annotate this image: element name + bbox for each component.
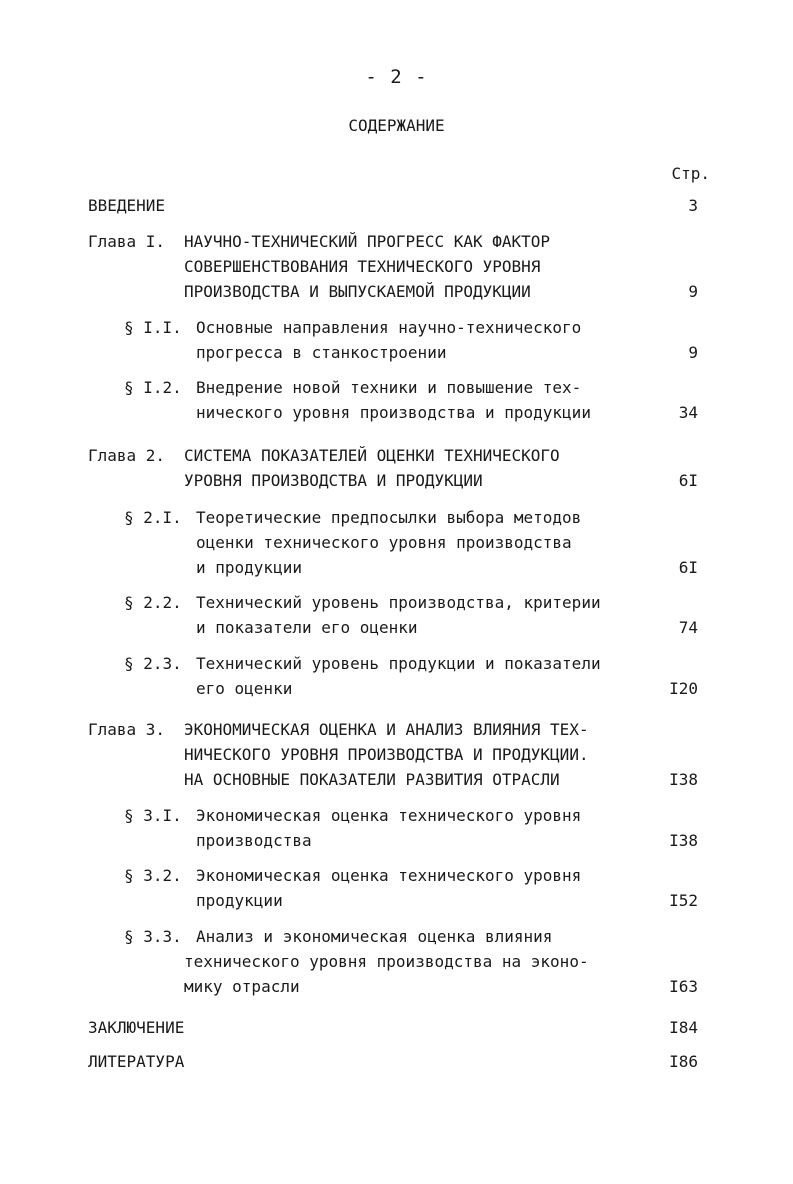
section-3-2-line-1: Экономическая оценка технического уровня [196,866,582,885]
section-3-1-page: I38 [669,831,698,850]
section-3-3-line-1: Анализ и экономическая оценка влияния [196,927,553,946]
section-3-3-page: I63 [669,977,698,996]
chapter-1-line-1: НАУЧНО-ТЕХНИЧЕСКИЙ ПРОГРЕСС КАК ФАКТОР [184,232,551,251]
toc-title: СОДЕРЖАНИЕ [348,116,445,135]
section-3-3-line-3: мику отрасли [184,977,300,996]
section-1-1-line-1: Основные направления научно-технического [196,318,582,337]
section-1-1-line-2: прогресса в станкостроении [196,343,447,362]
chapter-3-label: Глава 3. [88,720,166,739]
page-number: - 2 - [365,66,428,88]
section-2-2-line-1: Технический уровень производства, критерии [196,593,601,612]
chapter-3-line-3: НА ОСНОВНЫЕ ПОКАЗАТЕЛИ РАЗВИТИЯ ОТРАСЛИ [184,770,560,789]
section-3-2-line-2: продукции [196,891,283,910]
toc-entry-conclusion-page: I84 [669,1018,698,1037]
chapter-3-page: I38 [669,770,698,789]
section-3-3-line-2: технического уровня производства на эконо- [184,952,589,971]
toc-entry-intro-title: ВВЕДЕНИЕ [88,196,166,215]
chapter-2-line-1: СИСТЕМА ПОКАЗАТЕЛЕЙ ОЦЕНКИ ТЕХНИЧЕСКОГО [184,446,560,465]
section-2-3-label: § 2.3. [124,654,182,673]
chapter-1-page: 9 [688,282,698,301]
page-column-header: Стр. [671,164,710,183]
section-2-2-page: 74 [678,618,698,637]
chapter-1-line-2: СОВЕРШЕНСТВОВАНИЯ ТЕХНИЧЕСКОГО УРОВНЯ [184,257,541,276]
section-2-1-label: § 2.I. [124,508,182,527]
section-2-3-line-1: Технический уровень продукции и показатели [196,654,601,673]
section-3-1-line-2: производства [196,831,312,850]
section-3-1-line-1: Экономическая оценка технического уровня [196,806,582,825]
chapter-1-label: Глава I. [88,232,166,251]
section-2-3-line-2: его оценки [196,679,293,698]
section-1-1-page: 9 [688,343,698,362]
toc-entry-literature-page: I86 [669,1052,698,1071]
section-3-1-label: § 3.I. [124,806,182,825]
section-1-1-label: § I.I. [124,318,182,337]
section-2-1-line-2: оценки технического уровня производства [196,533,572,552]
section-2-3-page: I20 [669,679,698,698]
section-3-3-label: § 3.3. [124,927,182,946]
toc-entry-conclusion-title: ЗАКЛЮЧЕНИЕ [88,1018,185,1037]
section-2-1-page: 6I [678,558,698,577]
section-1-2-page: 34 [678,403,698,422]
chapter-1-line-3: ПРОИЗВОДСТВА И ВЫПУСКАЕМОЙ ПРОДУКЦИИ [184,282,531,301]
chapter-2-line-2: УРОВНЯ ПРОИЗВОДСТВА И ПРОДУКЦИИ [184,471,483,490]
chapter-3-line-1: ЭКОНОМИЧЕСКАЯ ОЦЕНКА И АНАЛИЗ ВЛИЯНИЯ ТЕХ- [184,720,589,739]
section-1-2-line-2: нического уровня производства и продукции [196,403,591,422]
section-2-1-line-3: и продукции [196,558,302,577]
toc-entry-intro-page: 3 [688,196,698,215]
section-3-2-label: § 3.2. [124,866,182,885]
section-2-2-label: § 2.2. [124,593,182,612]
chapter-3-line-2: НИЧЕСКОГО УРОВНЯ ПРОИЗВОДСТВА И ПРОДУКЦИИ. [184,745,589,764]
section-3-2-page: I52 [669,891,698,910]
toc-entry-literature-title: ЛИТЕРАТУРА [88,1052,185,1071]
section-2-1-line-1: Теоретические предпосылки выбора методов [196,508,582,527]
chapter-2-page: 6I [678,471,698,490]
section-2-2-line-2: и показатели его оценки [196,618,418,637]
chapter-2-label: Глава 2. [88,446,166,465]
section-1-2-line-1: Внедрение новой техники и повышение тех- [196,378,582,397]
section-1-2-label: § I.2. [124,378,182,397]
